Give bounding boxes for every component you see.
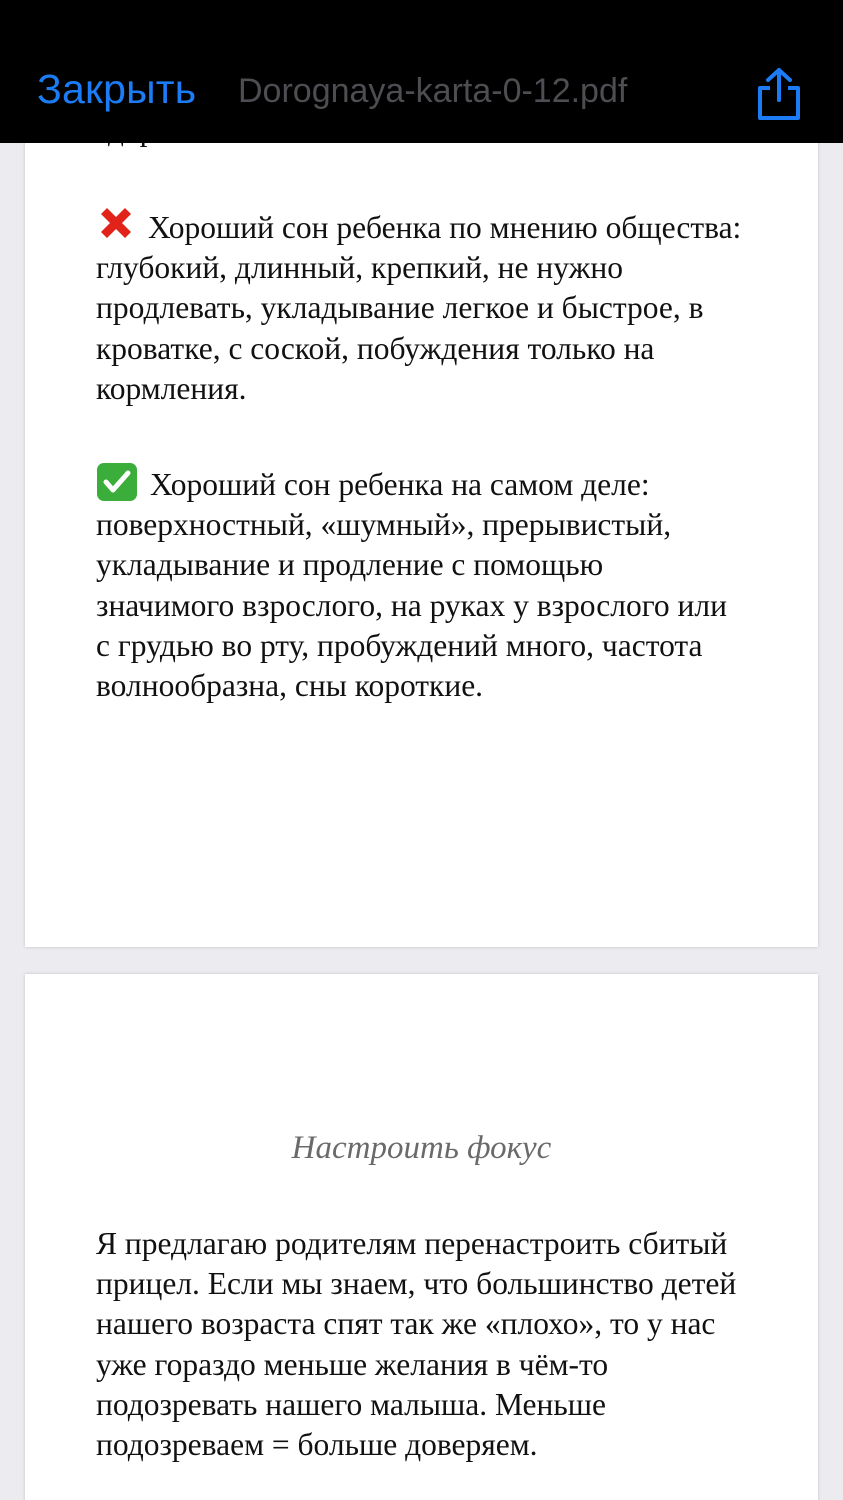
pdf-page [25, 974, 818, 1500]
cross-mark-icon [96, 205, 136, 245]
close-button[interactable]: Закрыть [37, 66, 197, 112]
section-heading: Настроить фокус [291, 1130, 552, 1166]
myth-paragraph [96, 205, 746, 409]
share-icon[interactable] [752, 66, 806, 122]
fact-paragraph [96, 462, 746, 706]
check-mark-icon [96, 462, 138, 502]
myth-text: Хороший сон ребенка по мнению общества: глубокий, длинный, крепкий, не нужно продлевать, укладывание легкое и быстрое, в кроватке, с соской, побуждения только на кормления. [96, 210, 742, 406]
document-title: Dorognaya-karta-0-12.pdf [238, 72, 628, 110]
fact-text: Хороший сон ребенка на самом деле: поверхностный, «шумный», прерывистый, укладывание и продление с помощью значимого взрослого, на руках у взрослого или с грудью во рту, пробуждений много, частота волнообразна, сны короткие. [96, 467, 727, 704]
body-paragraph: Я предлагаю родителям перенастроить сбитый прицел. Если мы знаем, что большинство детей нашего возраста спят так же «плохо», то у нас уже гораздо меньше желания в чём-то подозревать нашего малыша. Меньше подозреваем = больше доверяем. [96, 1226, 737, 1463]
top-toolbar [0, 0, 843, 143]
